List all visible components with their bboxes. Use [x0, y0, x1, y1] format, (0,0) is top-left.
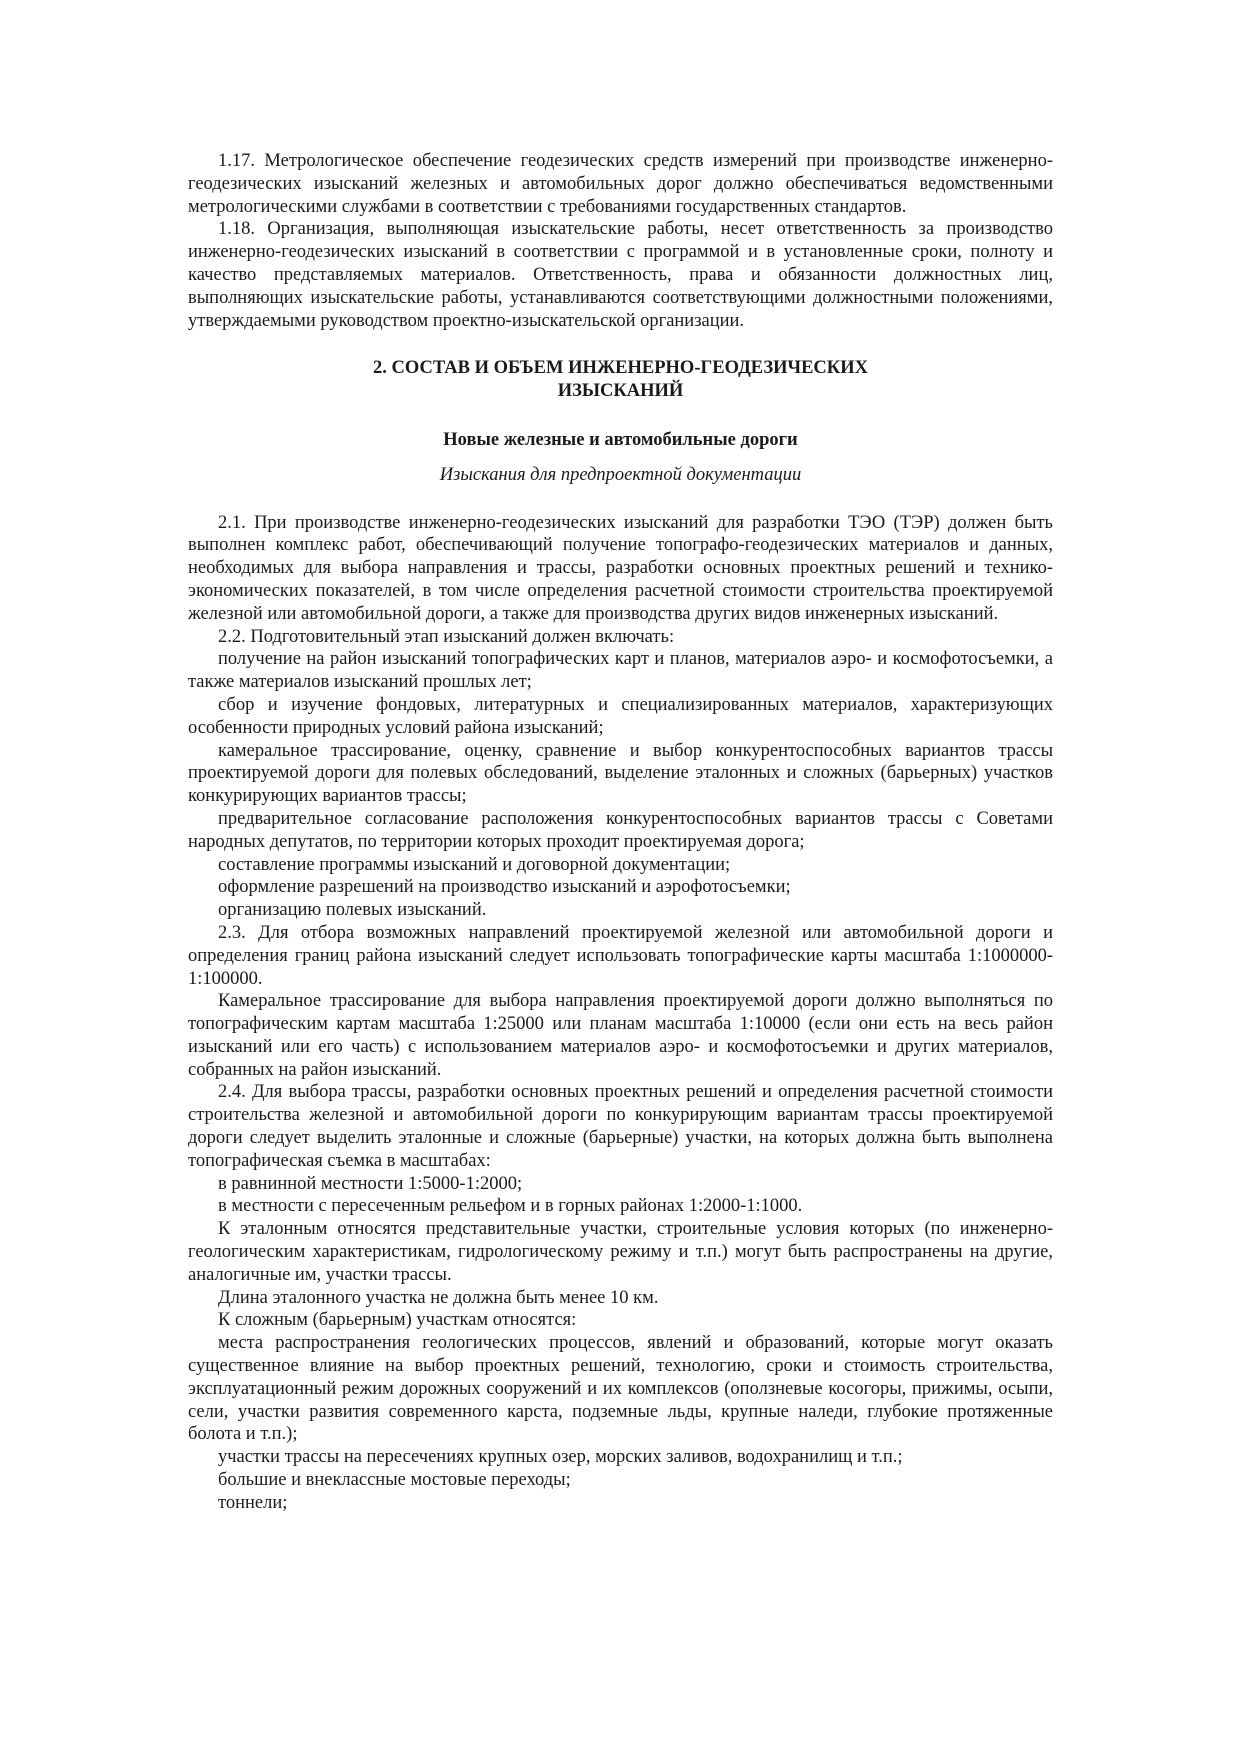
list-item: большие и внеклассные мостовые переходы;	[218, 1470, 571, 1491]
list-item: сбор и изучение фондовых, литературных и специализированных материалов, характеризующих особенности природных условий района изысканий;	[188, 694, 1053, 738]
list-item: оформление разрешений на производство изысканий и аэрофотосъемки;	[218, 877, 791, 898]
list-item: в местности с пересеченным рельефом и в горных районах 1:2000-1:1000.	[218, 1196, 803, 1217]
list-item: получение на район изысканий топографических карт и планов, материалов аэро- и космофотосъемки, а также материалов изысканий прошлых лет;	[188, 649, 1053, 693]
list-item: участки трассы на пересечениях крупных озер, морских заливов, водохранилищ и т.п.;	[218, 1447, 903, 1468]
paragraph-1-17: 1.17. Метрологическое обеспечение геодезических средств измерений при производстве инженерно-геодезических изысканий железных и автомобильных дорог должно обеспечиваться ведомственными метрологическими службами в соответствии с требованиями государственных стандартов.	[188, 151, 1053, 217]
list-item: тоннели;	[218, 1492, 288, 1513]
list-item: в равнинной местности 1:5000-1:2000;	[218, 1173, 523, 1194]
paragraph-body: К эталонным относятся представительные участки, строительные условия которых (по инженерно-геологическим характеристикам, гидрологическому режиму и т.п.) могут быть распространены на другие, аналогичные им, участки трассы.	[188, 1219, 1053, 1285]
section-title	[188, 357, 1053, 403]
list-item: составление программы изысканий и договорной документации;	[218, 854, 731, 875]
list-item: камеральное трассирование, оценку, сравнение и выбор конкурентоспособных вариантов трассы проектируемой дороги для полевых обследований, выделение эталонных и сложных (барьерных) участков конкурирующих вариантов трассы;	[188, 740, 1053, 807]
paragraph-2-2: 2.2. Подготовительный этап изысканий должен включать:	[218, 626, 675, 647]
paragraph-body: Камеральное трассирование для выбора направления проектируемой дороги должно выполняться по топографическим картам масштаба 1:25000 или планам масштаба 1:10000 (если они есть на весь район изысканий или его часть) с использованием материалов аэро- и космофотосъемки и других материалов, собранных на район изысканий.	[188, 991, 1053, 1080]
paragraph-2-3: 2.3. Для отбора возможных направлений проектируемой железной или автомобильной дороги и определения границ района изысканий следует использовать топографические карты масштаба 1:1000000-1:100000.	[188, 922, 1053, 989]
list-item: предварительное согласование расположения конкурентоспособных вариантов трассы с Советами народных депутатов, по территории которых проходит проектируемая дорога;	[188, 808, 1053, 852]
list-item: организацию полевых изысканий.	[218, 900, 487, 921]
section-title-line2: ИЗЫСКАНИЙ	[557, 381, 684, 402]
paragraph-2-1: 2.1. При производстве инженерно-геодезических изысканий для разработки ТЭО (ТЭР) должен быть выполнен комплекс работ, обеспечивающий получение топографо-геодезических материалов и данных, необходимых для выбора направления и трассы, разработки основных проектных решений и технико-экономических показателей, в том числе определения расчетной стоимости строительства проектируемой железной или автомобильной дороги, а также для производства других видов инженерных изысканий.	[188, 512, 1053, 624]
section-title-line1: 2. СОСТАВ И ОБЪЕМ ИНЖЕНЕРНО-ГЕОДЕЗИЧЕСКИХ	[373, 358, 868, 379]
paragraph-body: Длина эталонного участка не должна быть менее 10 км.	[218, 1287, 659, 1308]
paragraph-body: К сложным (барьерным) участкам относятся:	[218, 1310, 577, 1331]
paragraph-2-4: 2.4. Для выбора трассы, разработки основных проектных решений и определения расчетной стоимости строительства железной и автомобильной дороги по конкурирующим вариантам трассы проектируемой дороги следует выделить эталонные и сложные (барьерные) участки, на которых должна быть выполнена топографическая съемка в масштабах:	[188, 1082, 1053, 1171]
subsection-title: Новые железные и автомобильные дороги	[443, 429, 798, 450]
subsection-italic-title: Изыскания для предпроектной документации	[439, 464, 802, 485]
paragraph-1-18: 1.18. Организация, выполняющая изыскательские работы, несет ответственность за производство инженерно-геодезических изысканий в соответствии с программой и в установленные сроки, полноту и качество представляемых материалов. Ответственность, права и обязанности должностных лиц, выполняющих изыскательские работы, устанавливаются соответствующими должностными положениями, утверждаемыми руководством проектно-изыскательской организации.	[188, 219, 1053, 331]
list-item: места распространения геологических процессов, явлений и образований, которые могут оказать существенное влияние на выбор проектных решений, технологию, сроки и стоимость строительства, эксплуатационный режим дорожных сооружений и их комплексов (оползневые косогоры, прижимы, осыпи, сели, участки развития современного карста, подземные льды, крупные наледи, глубокие протяженные болота и т.п.);	[188, 1333, 1053, 1445]
document-page	[188, 150, 1053, 1515]
